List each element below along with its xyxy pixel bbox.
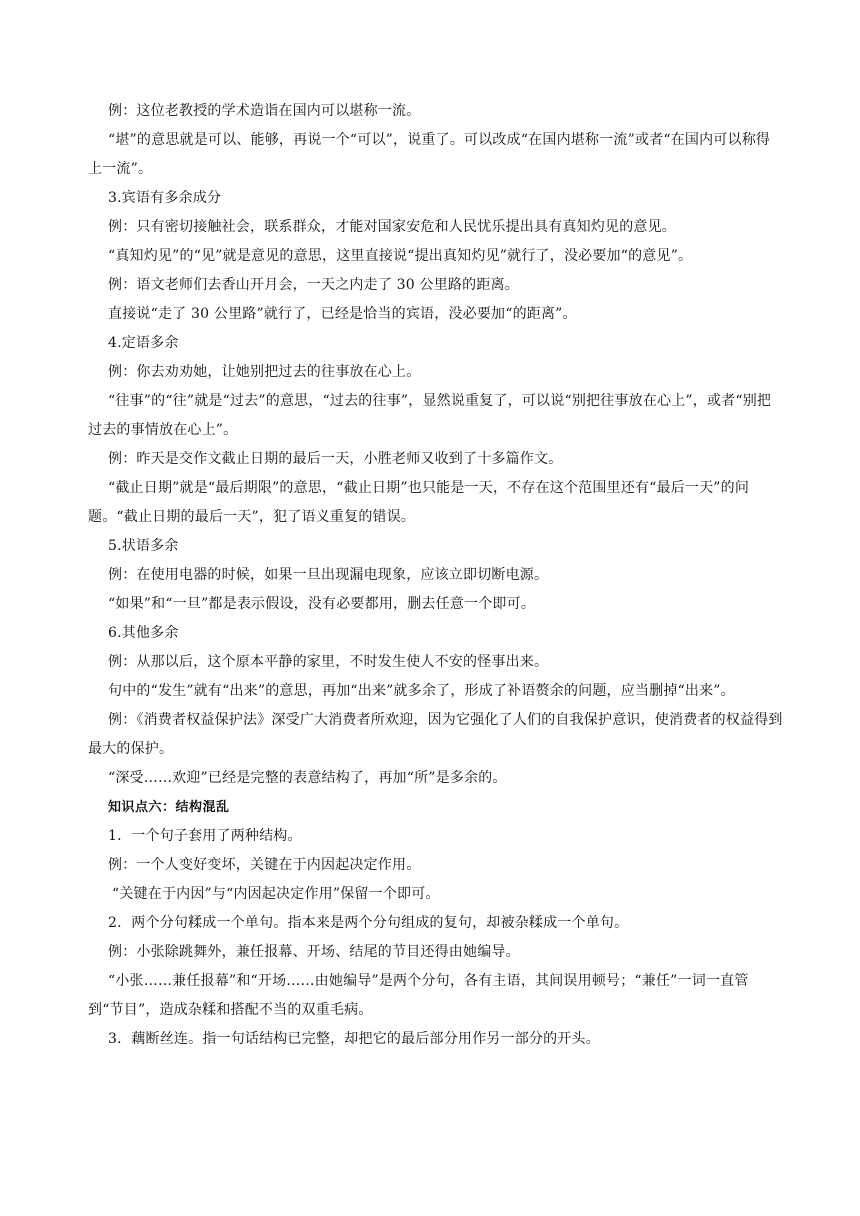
paragraph: “关键在于内因”与“内因起决定作用”保留一个即可。: [112, 886, 440, 902]
paragraph: 直接说“走了 30 公里路”就行了，已经是恰当的宾语，没必要加“的距离”。: [108, 306, 577, 322]
paragraph: 4.定语多余: [108, 335, 179, 351]
paragraph: 例：你去劝劝她，让她别把过去的往事放在心上。: [108, 364, 421, 380]
paragraph: “截止日期”就是“最后期限”的意思，“截止日期”也只能是一天，不存在这个范围里还有“最后一天”的问题。“截止日期的最后一天”，犯了语义重复的错误。: [88, 480, 750, 525]
paragraph: 例：从那以后，这个原本平静的家里，不时发生使人不安的怪事出来。: [108, 654, 549, 670]
paragraph: 2．两个分句糅成一个单句。指本来是两个分句组成的复句，却被杂糅成一个单句。: [108, 915, 629, 931]
paragraph: “堪”的意思就是可以、能够，再说一个“可以”，说重了。可以改成“在国内堪称一流”或者“在国内可以称得上一流”。: [88, 132, 771, 177]
paragraph: 句中的“发生”就有“出来”的意思，再加“出来”就多余了，形成了补语赘余的问题，应当删掉“出来”。: [108, 683, 735, 699]
paragraph: “真知灼见”的“见”就是意见的意思，这里直接说“提出真知灼见”就行了，没必要加“的意见”。: [108, 248, 693, 264]
paragraph: 例：《消费者权益保护法》深受广大消费者所欢迎，因为它强化了人们的自我保护意识，使消费者的权益得到最大的保护。: [88, 712, 783, 757]
paragraph: 例：一个人变好变坏，关键在于内因起决定作用。: [108, 857, 421, 873]
paragraph: 1．一个句子套用了两种结构。: [108, 828, 302, 844]
paragraph: 3．藕断丝连。指一句话结构已完整，却把它的最后部分用作另一部分的开头。: [108, 1031, 600, 1047]
paragraph: “往事”的“往”就是“过去”的意思，“过去的往事”，显然说重复了，可以说“别把往事放在心上”，或者“别把过去的事情放在心上”。: [88, 393, 772, 438]
paragraph: 例：小张除跳舞外，兼任报幕、开场、结尾的节目还得由她编导。: [108, 944, 520, 960]
paragraph: 例：这位老教授的学术造诣在国内可以堪称一流。: [108, 103, 421, 119]
paragraph: “小张……兼任报幕”和“开场……由她编导”是两个分句，各有主语，其间误用顿号；“兼任”一词一直管到“节目”，造成杂糅和搭配不当的双重毛病。: [88, 973, 749, 1018]
paragraph: 例：昨天是交作文截止日期的最后一天，小胜老师又收到了十多篇作文。: [108, 451, 563, 467]
section-heading: 知识点六：结构混乱: [108, 800, 230, 815]
paragraph: 例：语文老师们去香山开月会，一天之内走了 30 公里路的距离。: [108, 277, 519, 293]
paragraph: 例：在使用电器的时候，如果一旦出现漏电现象，应该立即切断电源。: [108, 567, 549, 583]
paragraph: “如果”和“一旦”都是表示假设，没有必要都用，删去任意一个即可。: [108, 596, 536, 612]
paragraph: 例：只有密切接触社会，联系群众，才能对国家安危和人民忧乐提出具有真知灼见的意见。: [108, 219, 676, 235]
paragraph: “深受……欢迎”已经是完整的表意结构了，再加“所”是多余的。: [108, 770, 507, 786]
document-body: [0, 97, 860, 1054]
paragraph: 6.其他多余: [108, 625, 179, 641]
paragraph: 5.状语多余: [108, 538, 179, 554]
paragraph: 3.宾语有多余成分: [108, 190, 222, 206]
